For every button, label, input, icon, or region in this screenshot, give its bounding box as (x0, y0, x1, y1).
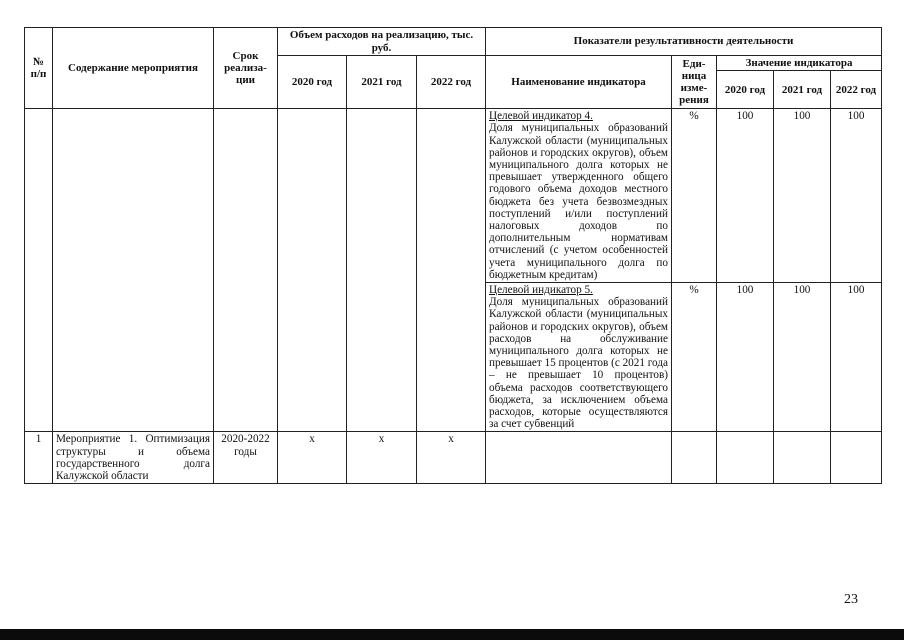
header-value-2020: 2020 год (717, 71, 774, 109)
empty-cell (53, 109, 214, 432)
empty-cell (417, 109, 486, 432)
empty-cell (831, 432, 882, 484)
header-num: № п/п (25, 28, 53, 109)
empty-cell (672, 432, 717, 484)
page-number: 23 (844, 592, 858, 607)
indicator-title: Целевой индикатор 4. (489, 110, 593, 123)
header-year-2022: 2022 год (417, 56, 486, 109)
table-row (25, 109, 882, 283)
expense-2022-cell: x (417, 432, 486, 484)
empty-cell (25, 109, 53, 432)
measure-num-cell: 1 (25, 432, 53, 484)
header-value-2022: 2022 год (831, 71, 882, 109)
empty-cell (347, 109, 417, 432)
empty-cell (278, 109, 347, 432)
header-indicator-value: Значение индикатора (717, 56, 882, 71)
measures-table (24, 27, 882, 484)
measure-term-cell: 2020-2022 годы (214, 432, 278, 484)
empty-cell (486, 432, 672, 484)
table-row (25, 432, 882, 484)
value-2022-cell: 100 (831, 283, 882, 432)
header-value-2021: 2021 год (774, 71, 831, 109)
expense-2020-cell: x (278, 432, 347, 484)
value-2020-cell: 100 (717, 283, 774, 432)
empty-cell (717, 432, 774, 484)
scan-bottom-edge (0, 629, 904, 640)
header-content: Содержание мероприятия (53, 28, 214, 109)
header-year-2020: 2020 год (278, 56, 347, 109)
empty-cell (214, 109, 278, 432)
value-2021-cell: 100 (774, 109, 831, 283)
empty-cell (774, 432, 831, 484)
indicator-title: Целевой индикатор 5. (489, 284, 593, 297)
indicator-cell (486, 283, 672, 432)
measure-content-cell: Мероприятие 1. Оптимизация структуры и объема государственного долга Калужской области (53, 432, 214, 484)
unit-cell: % (672, 283, 717, 432)
value-2022-cell: 100 (831, 109, 882, 283)
header-indicator-name: Наименование индикатора (486, 56, 672, 109)
indicator-text: Доля муниципальных образований Калужской области (муниципальных районов и городских округов), объем муниципального долга которых не превышает утвержденного общего годового объема доходов местного бюджета без учета безвозмездных поступлений и/или поступлений налоговых доходов по дополнительным нормативам отчислений (с учетом особенностей учета муниципального долга по бюджетным кредитам) (489, 122, 668, 281)
indicator-text: Доля муниципальных образований Калужской области (муниципальных районов и городских округов), объем расходов на обслуживание муниципального долга которых не превышает 15 процентов (с 2021 года – не превышает 10 процентов) объема расходов соответствующего бюджета, за исключением объема расходов, которые осуществляются за счет субвенций (489, 296, 668, 431)
expense-2021-cell: x (347, 432, 417, 484)
header-indicators-group: Показатели результативности деятельности (486, 28, 882, 56)
indicator-cell (486, 109, 672, 283)
unit-cell: % (672, 109, 717, 283)
header-unit: Еди-ница изме-рения (672, 56, 717, 109)
header-term: Срок реализа-ции (214, 28, 278, 109)
header-year-2021: 2021 год (347, 56, 417, 109)
value-2021-cell: 100 (774, 283, 831, 432)
value-2020-cell: 100 (717, 109, 774, 283)
header-expenses-group: Объем расходов на реализацию, тыс. руб. (278, 28, 486, 56)
